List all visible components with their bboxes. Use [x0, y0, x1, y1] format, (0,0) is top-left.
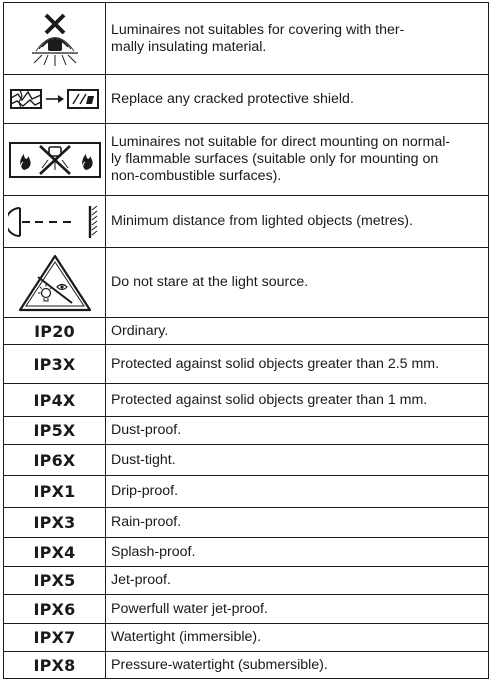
description-cell: Splash-proof. — [106, 538, 489, 567]
table-row — [4, 595, 489, 624]
no-insulation-cover-icon — [20, 10, 90, 68]
symbol-cell — [4, 124, 106, 196]
ip-code: IPX6 — [4, 595, 106, 624]
ip-code: IP3X — [4, 345, 106, 384]
ip-code: IPX3 — [4, 508, 106, 538]
table-row — [4, 345, 489, 384]
description-cell: Dust-proof. — [106, 417, 489, 445]
description-cell: Watertight (immersible). — [106, 624, 489, 652]
minimum-distance-icon — [8, 202, 102, 242]
ip-code: IP20 — [4, 318, 106, 345]
ip-code: IP4X — [4, 384, 106, 417]
table-row — [4, 567, 489, 595]
table-row — [4, 624, 489, 652]
description-cell — [106, 124, 489, 196]
description-cell: Ordinary. — [106, 318, 489, 345]
table-row — [4, 124, 489, 196]
ip-code: IP5X — [4, 417, 106, 445]
do-not-stare-icon — [18, 253, 92, 313]
description-text: Replace any cracked protective shield. — [111, 90, 354, 107]
symbol-cell — [4, 3, 106, 75]
ip-code: IPX1 — [4, 476, 106, 508]
symbol-cell — [4, 196, 106, 248]
table-row — [4, 445, 489, 476]
table-row — [4, 384, 489, 417]
table-row — [4, 476, 489, 508]
description-text: Do not stare at the light source. — [111, 274, 309, 290]
description-text: Luminaires not suitable for direct mounting on normal- ly flammable surfaces (suitable only for mounting on non-combustible surfaces). — [111, 134, 451, 184]
ip-code: IPX8 — [4, 652, 106, 679]
table-row — [4, 652, 489, 679]
symbols-table — [3, 2, 489, 679]
description-text: Luminaires not suitables for covering with ther- mally insulating material. — [111, 21, 405, 55]
description-cell: Protected against solid objects greater than 2.5 mm. — [106, 345, 489, 384]
description-cell: Jet-proof. — [106, 567, 489, 595]
table-row — [4, 508, 489, 538]
description-cell — [106, 3, 489, 75]
description-cell — [106, 75, 489, 124]
symbol-cell — [4, 248, 106, 318]
table-row — [4, 75, 489, 124]
table-row — [4, 538, 489, 567]
table-row — [4, 318, 489, 345]
description-cell: Dust-tight. — [106, 445, 489, 476]
table-row — [4, 248, 489, 318]
description-cell: Pressure-watertight (submersible). — [106, 652, 489, 679]
ip-code: IPX5 — [4, 567, 106, 595]
symbol-cell — [4, 75, 106, 124]
replace-cracked-shield-icon — [8, 86, 102, 112]
description-cell — [106, 196, 489, 248]
description-cell: Drip-proof. — [106, 476, 489, 508]
table-row — [4, 196, 489, 248]
description-cell: Protected against solid objects greater than 1 mm. — [106, 384, 489, 417]
description-cell: Powerfull water jet-proof. — [106, 595, 489, 624]
table-row — [4, 3, 489, 75]
ip-code: IP6X — [4, 445, 106, 476]
no-flammable-surface-icon — [8, 140, 102, 180]
table-row — [4, 417, 489, 445]
description-cell — [106, 248, 489, 318]
ip-code: IPX4 — [4, 538, 106, 567]
description-text: Minimum distance from lighted objects (metres). — [111, 213, 413, 229]
description-cell: Rain-proof. — [106, 508, 489, 538]
ip-code: IPX7 — [4, 624, 106, 652]
